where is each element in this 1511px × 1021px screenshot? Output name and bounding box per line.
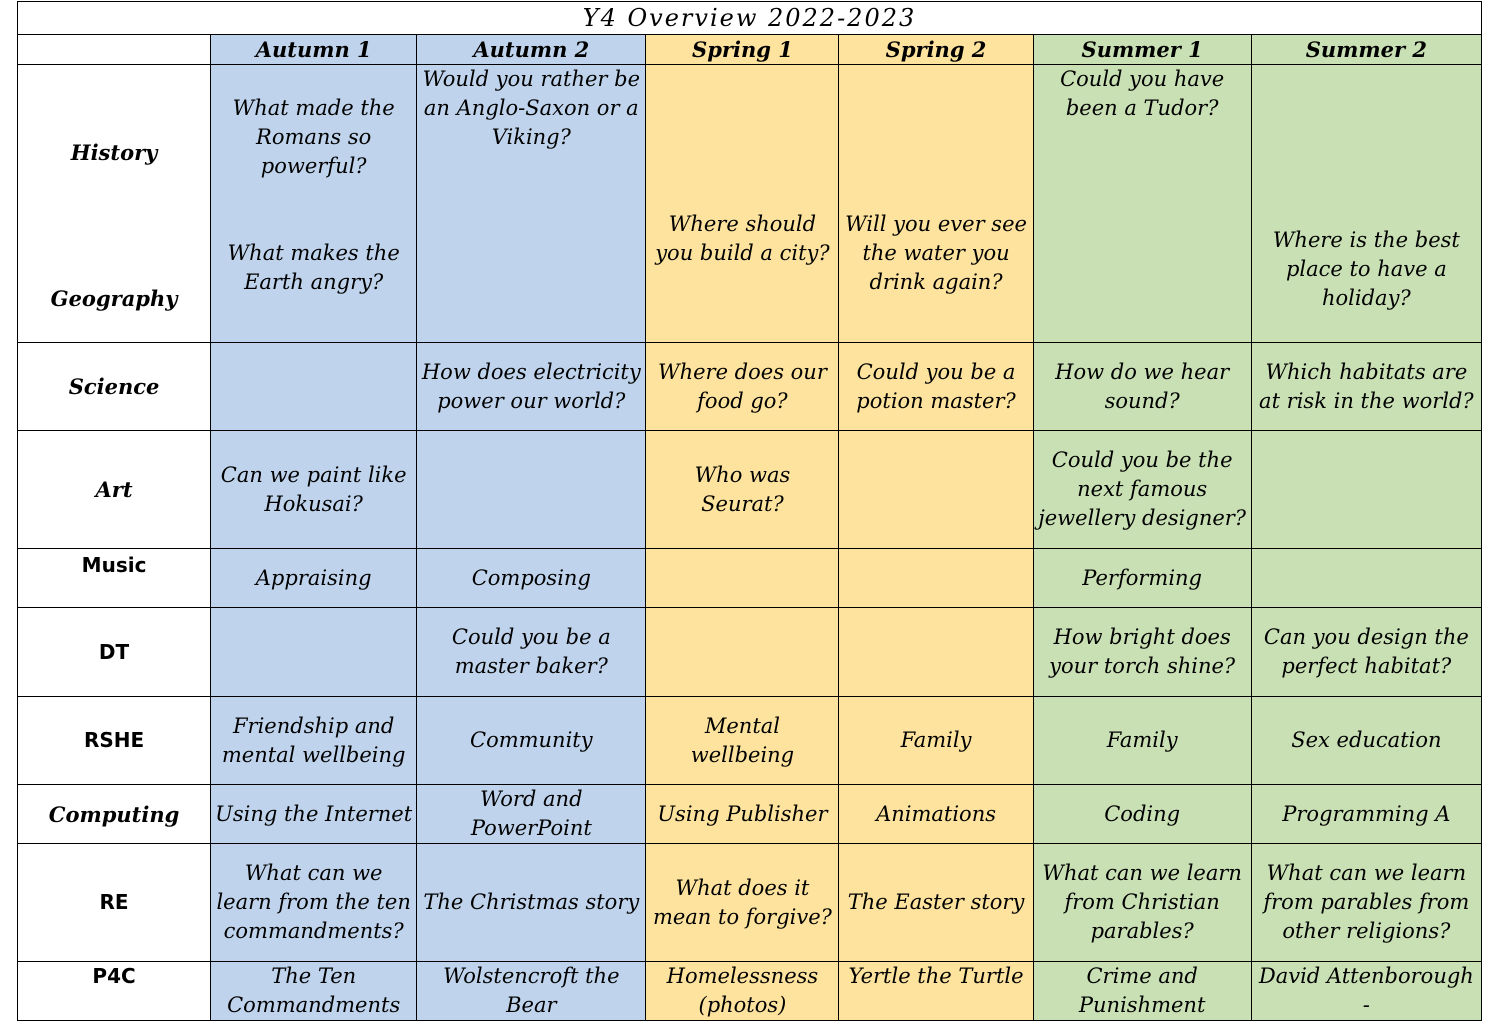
cell-art-spring-1: Who was Seurat? bbox=[646, 431, 839, 549]
cell-art-summer-2 bbox=[1251, 431, 1481, 549]
subject-art: Art bbox=[18, 431, 211, 549]
cell-dt-summer-1: How bright does your torch shine? bbox=[1033, 608, 1251, 697]
cell-computing-spring-1: Using Publisher bbox=[646, 785, 839, 844]
cell-p4c-autumn-1: The Ten Commandments bbox=[211, 962, 417, 1021]
cell-art-summer-1: Could you be the next famous jewellery designer? bbox=[1033, 431, 1251, 549]
cell-computing-autumn-2: Word and PowerPoint bbox=[417, 785, 646, 844]
cell-p4c-summer-1: Crime and Punishment bbox=[1033, 962, 1251, 1021]
cell-rshe-autumn-2: Community bbox=[417, 697, 646, 785]
cell-science-spring-2: Could you be a potion master? bbox=[839, 343, 1033, 431]
page-title: Y4 Overview 2022-2023 bbox=[18, 2, 1482, 35]
cell-rshe-summer-2: Sex education bbox=[1251, 697, 1481, 785]
cell-computing-summer-1: Coding bbox=[1033, 785, 1251, 844]
term-header-autumn-2: Autumn 2 bbox=[417, 35, 646, 65]
cell-geography-spring-1: Where should you build a city? bbox=[655, 212, 830, 265]
cell-hg-autumn-2: Would you rather be an Anglo-Saxon or a Viking? bbox=[417, 65, 646, 343]
cell-dt-spring-1 bbox=[646, 608, 839, 697]
cell-dt-spring-2 bbox=[839, 608, 1033, 697]
cell-hg-summer-1: Could you have been a Tudor? bbox=[1033, 65, 1251, 343]
subject-geography: Geography bbox=[50, 286, 178, 311]
cell-art-autumn-2 bbox=[417, 431, 646, 549]
cell-geography-spring-2: Will you ever see the water you drink again? bbox=[845, 212, 1027, 294]
cell-dt-autumn-2: Could you be a master baker? bbox=[417, 608, 646, 697]
cell-computing-summer-2: Programming A bbox=[1251, 785, 1481, 844]
cell-re-autumn-2: The Christmas story bbox=[417, 844, 646, 962]
cell-p4c-summer-2: David Attenborough - bbox=[1251, 962, 1481, 1021]
cell-art-spring-2 bbox=[839, 431, 1033, 549]
cell-music-summer-1: Performing bbox=[1033, 549, 1251, 608]
cell-rshe-spring-1: Mental wellbeing bbox=[646, 697, 839, 785]
subject-re: RE bbox=[18, 844, 211, 962]
cell-history-autumn-1: What made the Romans so powerful? bbox=[232, 96, 395, 178]
cell-p4c-autumn-2: Wolstencroft the Bear bbox=[417, 962, 646, 1021]
cell-science-summer-1: How do we hear sound? bbox=[1033, 343, 1251, 431]
overview-table bbox=[17, 1, 1482, 1021]
subject-p4c: P4C bbox=[18, 962, 211, 1021]
cell-hg-autumn-1 bbox=[211, 65, 417, 343]
subject-history: History bbox=[70, 140, 158, 165]
cell-science-autumn-2: How does electricity power our world? bbox=[417, 343, 646, 431]
cell-re-summer-1: What can we learn from Christian parables? bbox=[1033, 844, 1251, 962]
subject-music: Music bbox=[18, 549, 211, 608]
cell-geography-autumn-1: What makes the Earth angry? bbox=[227, 241, 400, 294]
cell-rshe-spring-2: Family bbox=[839, 697, 1033, 785]
subject-computing: Computing bbox=[18, 785, 211, 844]
cell-re-spring-2: The Easter story bbox=[839, 844, 1033, 962]
cell-science-spring-1: Where does our food go? bbox=[646, 343, 839, 431]
term-header-summer-2: Summer 2 bbox=[1251, 35, 1481, 65]
corner-cell bbox=[18, 35, 211, 65]
term-header-autumn-1: Autumn 1 bbox=[211, 35, 417, 65]
cell-art-autumn-1: Can we paint like Hokusai? bbox=[211, 431, 417, 549]
term-header-spring-2: Spring 2 bbox=[839, 35, 1033, 65]
cell-hg-spring-1 bbox=[646, 65, 839, 343]
cell-music-spring-2 bbox=[839, 549, 1033, 608]
term-header-spring-1: Spring 1 bbox=[646, 35, 839, 65]
cell-dt-autumn-1 bbox=[211, 608, 417, 697]
subject-science: Science bbox=[18, 343, 211, 431]
cell-re-summer-2: What can we learn from parables from other religions? bbox=[1251, 844, 1481, 962]
cell-hg-summer-2 bbox=[1251, 65, 1481, 343]
cell-music-autumn-1: Appraising bbox=[211, 549, 417, 608]
cell-re-spring-1: What does it mean to forgive? bbox=[646, 844, 839, 962]
cell-re-autumn-1: What can we learn from the ten commandments? bbox=[211, 844, 417, 962]
cell-science-autumn-1 bbox=[211, 343, 417, 431]
subject-history-geography bbox=[18, 65, 211, 343]
cell-rshe-autumn-1: Friendship and mental wellbeing bbox=[211, 697, 417, 785]
cell-rshe-summer-1: Family bbox=[1033, 697, 1251, 785]
cell-hg-spring-2 bbox=[839, 65, 1033, 343]
cell-geography-summer-2: Where is the best place to have a holiday? bbox=[1272, 228, 1460, 310]
cell-computing-spring-2: Animations bbox=[839, 785, 1033, 844]
cell-music-summer-2 bbox=[1251, 549, 1481, 608]
subject-dt: DT bbox=[18, 608, 211, 697]
cell-p4c-spring-2: Yertle the Turtle bbox=[839, 962, 1033, 1021]
subject-rshe: RSHE bbox=[18, 697, 211, 785]
cell-dt-summer-2: Can you design the perfect habitat? bbox=[1251, 608, 1481, 697]
cell-science-summer-2: Which habitats are at risk in the world? bbox=[1251, 343, 1481, 431]
term-header-summer-1: Summer 1 bbox=[1033, 35, 1251, 65]
cell-computing-autumn-1: Using the Internet bbox=[211, 785, 417, 844]
cell-p4c-spring-1: Homelessness (photos) bbox=[646, 962, 839, 1021]
cell-music-autumn-2: Composing bbox=[417, 549, 646, 608]
cell-music-spring-1 bbox=[646, 549, 839, 608]
